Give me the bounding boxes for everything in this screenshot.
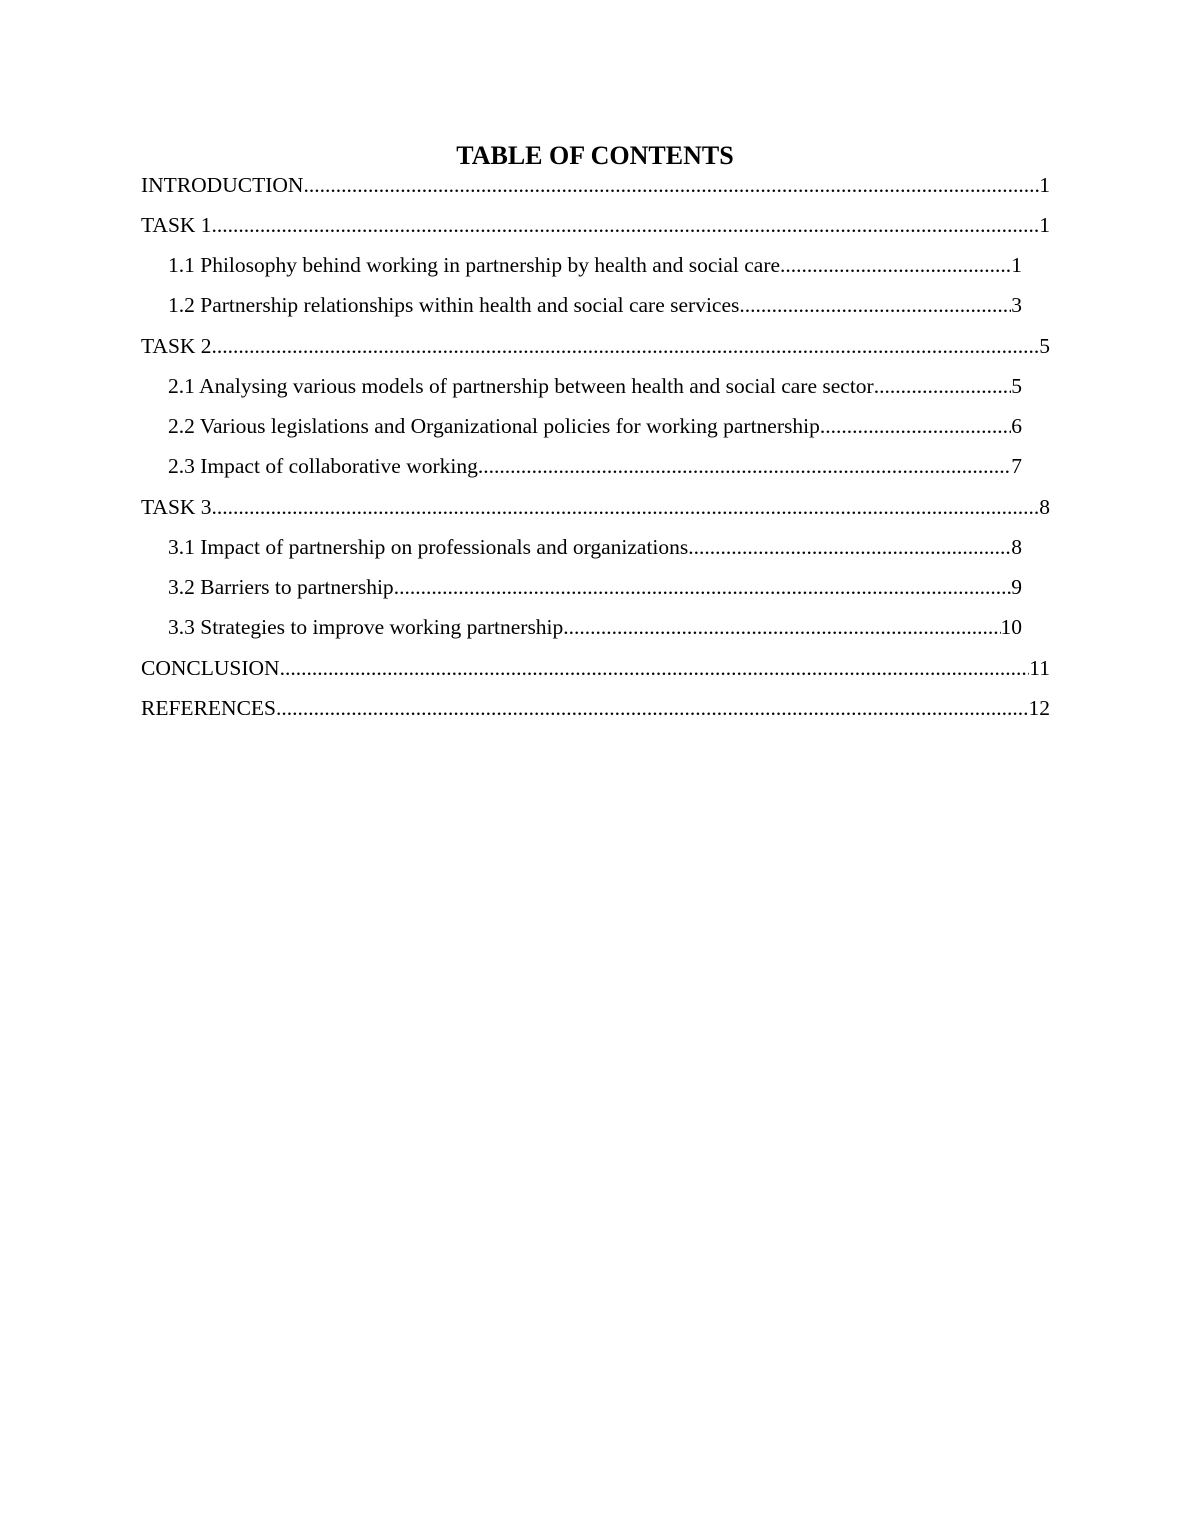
dot-leader: [303, 172, 1039, 198]
dot-leader: [276, 695, 1029, 721]
toc-entry-page-number: 1: [1039, 213, 1050, 237]
toc-entry-page-number: 7: [1011, 454, 1022, 478]
toc-entry-references[interactable]: [141, 695, 1050, 721]
dot-leader: [780, 252, 1011, 278]
toc-entry-3-2[interactable]: [168, 574, 1022, 600]
dot-leader: [478, 453, 1011, 479]
dot-leader: [874, 373, 1012, 399]
toc-entry-introduction[interactable]: [141, 172, 1050, 198]
dot-leader: [212, 333, 1040, 359]
toc-entry-3-3[interactable]: [168, 614, 1022, 640]
toc-entry-page-number: 10: [1000, 615, 1022, 639]
toc-entry-label: REFERENCES: [141, 696, 276, 720]
toc-entry-label: 2.1 Analysing various models of partnership between health and social care sector: [168, 374, 874, 398]
toc-entry-label: TASK 2: [141, 334, 212, 358]
dot-leader: [739, 292, 1011, 318]
toc-entry-page-number: 8: [1039, 495, 1050, 519]
toc-entry-3-1[interactable]: [168, 534, 1022, 560]
toc-entry-page-number: 5: [1039, 334, 1050, 358]
toc-entry-task-2[interactable]: [141, 333, 1050, 359]
toc-entry-label: TASK 1: [141, 213, 212, 237]
dot-leader: [394, 574, 1012, 600]
dot-leader: [820, 413, 1011, 439]
toc-entry-label: TASK 3: [141, 495, 212, 519]
toc-entry-page-number: 3: [1011, 293, 1022, 317]
toc-entry-2-1[interactable]: [168, 373, 1022, 399]
toc-entry-2-3[interactable]: [168, 453, 1022, 479]
toc-entry-page-number: 9: [1011, 575, 1022, 599]
toc-entry-label: CONCLUSION: [141, 656, 280, 680]
toc-entry-label: 3.3 Strategies to improve working partnership: [168, 615, 564, 639]
toc-entry-page-number: 11: [1029, 656, 1050, 680]
toc-entry-label: 1.1 Philosophy behind working in partnership by health and social care: [168, 253, 781, 277]
toc-entry-2-2[interactable]: [168, 413, 1022, 439]
toc-entry-label: 2.2 Various legislations and Organizational policies for working partnership: [168, 414, 820, 438]
toc-entry-label: 3.2 Barriers to partnership: [168, 575, 394, 599]
toc-entry-page-number: 6: [1011, 414, 1022, 438]
toc-entry-label: 3.1 Impact of partnership on professionals and organizations: [168, 535, 689, 559]
dot-leader: [280, 655, 1030, 681]
dot-leader: [563, 614, 1000, 640]
toc-entry-task-3[interactable]: [141, 494, 1050, 520]
toc-entry-page-number: 8: [1011, 535, 1022, 559]
dot-leader: [688, 534, 1011, 560]
toc-entry-conclusion[interactable]: [141, 655, 1050, 681]
dot-leader: [212, 212, 1040, 238]
toc-entry-page-number: 1: [1011, 253, 1022, 277]
toc-title: TABLE OF CONTENTS: [456, 141, 734, 170]
toc-entry-page-number: 5: [1011, 374, 1022, 398]
toc-entry-1-1[interactable]: [168, 252, 1022, 278]
dot-leader: [212, 494, 1040, 520]
toc-entry-1-2[interactable]: [168, 292, 1022, 318]
toc-entry-page-number: 1: [1039, 173, 1050, 197]
toc-entry-task-1[interactable]: [141, 212, 1050, 238]
toc-entry-label: INTRODUCTION: [141, 173, 304, 197]
toc-entry-page-number: 12: [1028, 696, 1050, 720]
toc-entry-label: 2.3 Impact of collaborative working: [168, 454, 478, 478]
toc-entry-label: 1.2 Partnership relationships within health and social care services: [168, 293, 740, 317]
